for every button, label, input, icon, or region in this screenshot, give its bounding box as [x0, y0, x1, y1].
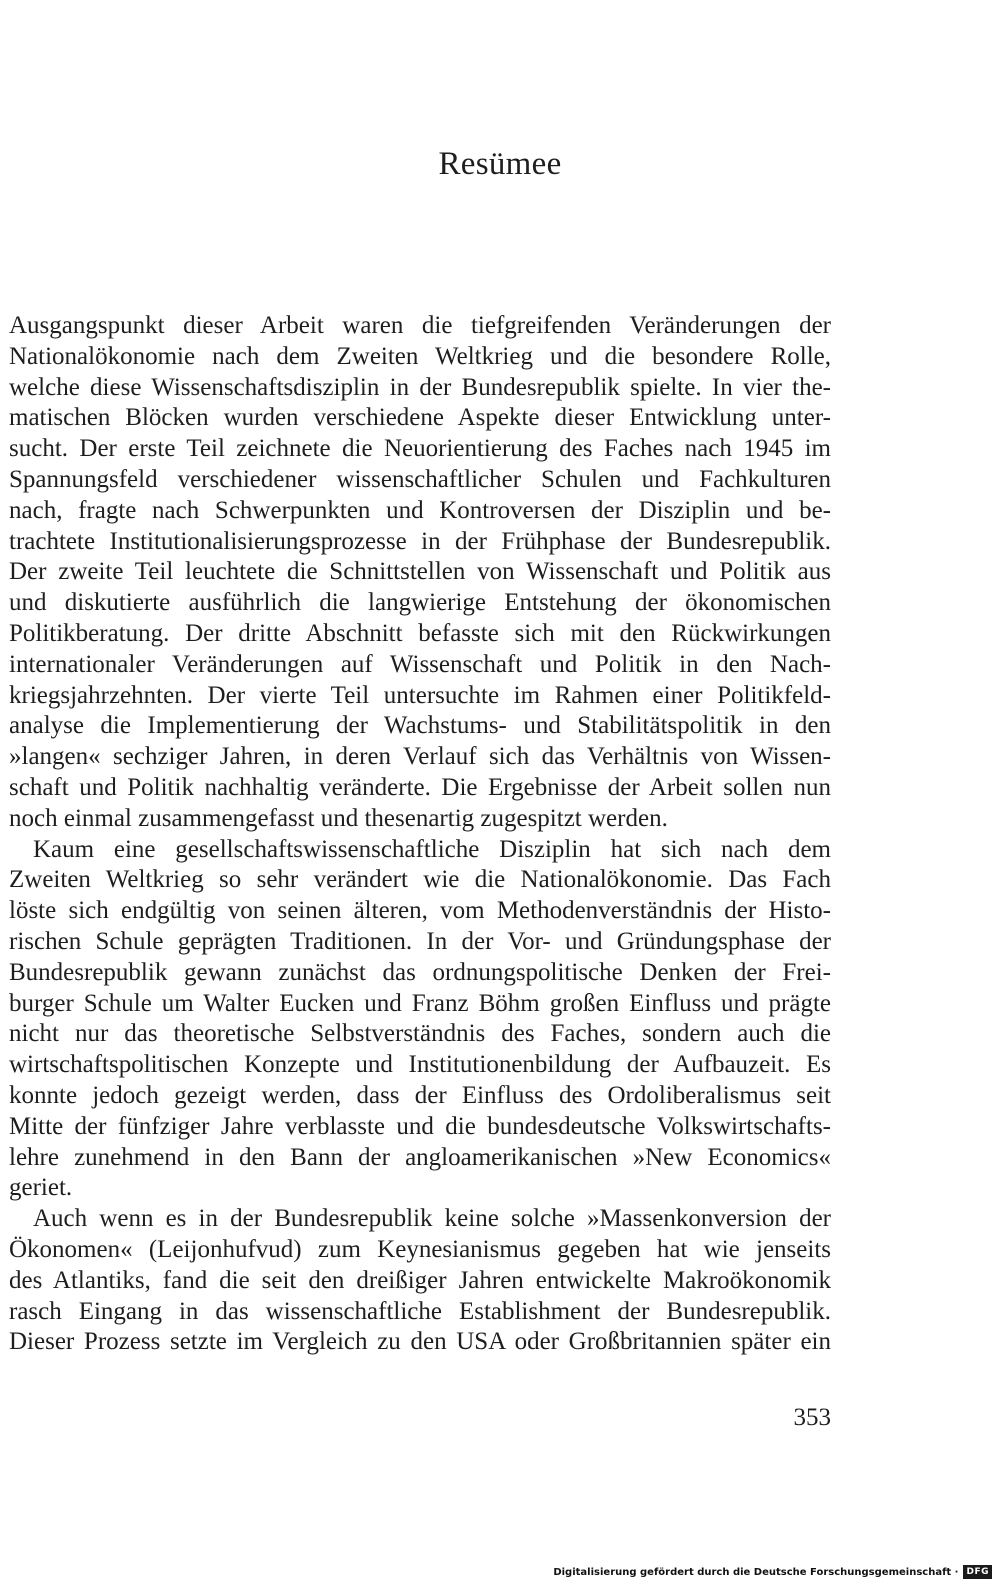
text-line: schaft und Politik nachhaltig veränderte. Die Ergebnisse der Arbeit sollen nun: [9, 773, 831, 801]
digitization-footer: [553, 1562, 992, 1582]
text-line: Auch wenn es in der Bundesrepublik keine solche »Massenkonversion der: [33, 1205, 831, 1233]
text-line: Bundesrepublik gewann zunächst das ordnungspolitische Denken der Frei-: [9, 958, 831, 986]
paragraph: [9, 1204, 831, 1358]
text-line: Ökonomen« (Leijonhufvud) zum Keynesianismus gegeben hat wie jenseits: [9, 1235, 831, 1263]
text-line: »langen« sechziger Jahren, in deren Verlauf sich das Verhältnis von Wissen-: [9, 743, 831, 771]
text-line: Zweiten Weltkrieg so sehr verändert wie die Nationalökonomie. Das Fach: [9, 866, 831, 894]
text-line: Mitte der fünfziger Jahre verblasste und die bundesdeutsche Volkswirtschafts-: [9, 1112, 831, 1140]
text-line: internationaler Veränderungen auf Wissenschaft und Politik in den Nach-: [9, 650, 831, 678]
dfg-logo: DFG: [963, 1565, 992, 1579]
funding-notice: Digitalisierung gefördert durch die Deutsche Forschungsgemeinschaft ·: [553, 1566, 959, 1578]
body-text: [9, 311, 831, 1358]
text-line: Der zweite Teil leuchtete die Schnittstellen von Wissenschaft und Politik aus: [9, 558, 831, 586]
text-line: geriet.: [9, 1174, 73, 1202]
text-line: trachtete Institutionalisierungsprozesse in der Frühphase der Bundesrepublik.: [9, 527, 831, 555]
text-line: welche diese Wissenschaftsdisziplin in der Bundesrepublik spielte. In vier the-: [9, 373, 831, 401]
text-line: nicht nur das theoretische Selbstverständnis des Faches, sondern auch die: [9, 1020, 831, 1048]
text-line: löste sich endgültig von seinen älteren, vom Methodenverständnis der Histo-: [9, 897, 831, 925]
text-line: Ausgangspunkt dieser Arbeit waren die tiefgreifenden Veränderungen der: [9, 312, 831, 339]
text-line: analyse die Implementierung der Wachstums- und Stabilitätspolitik in den: [9, 712, 831, 740]
text-line: nach, fragte nach Schwerpunkten und Kontroversen der Disziplin und be-: [9, 496, 831, 524]
text-line: Spannungsfeld verschiedener wissenschaftlicher Schulen und Fachkulturen: [9, 465, 831, 493]
text-line: rischen Schule geprägten Traditionen. In der Vor- und Gründungsphase der: [9, 927, 831, 955]
page-number: 353: [793, 1404, 831, 1431]
paragraph: [9, 835, 831, 1205]
text-line: matischen Blöcken wurden verschiedene Aspekte dieser Entwicklung unter-: [9, 404, 831, 432]
text-line: Nationalökonomie nach dem Zweiten Weltkrieg und die besondere Rolle,: [9, 342, 831, 370]
text-line: sucht. Der erste Teil zeichnete die Neuorientierung des Faches nach 1945 im: [9, 435, 831, 463]
text-line: konnte jedoch gezeigt werden, dass der Einfluss des Ordoliberalismus seit: [9, 1081, 831, 1109]
chapter-title: Resümee: [438, 146, 562, 182]
text-line: Dieser Prozess setzte im Vergleich zu den USA oder Großbritannien später ein: [9, 1328, 831, 1356]
text-line: rasch Eingang in das wissenschaftliche Establishment der Bundesrepublik.: [9, 1297, 831, 1325]
text-line: Politikberatung. Der dritte Abschnitt befasste sich mit den Rückwirkungen: [9, 619, 831, 647]
text-line: kriegsjahrzehnten. Der vierte Teil untersuchte im Rahmen einer Politikfeld-: [9, 681, 831, 709]
paragraph: [9, 311, 831, 835]
text-line: Kaum eine gesellschaftswissenschaftliche Disziplin hat sich nach dem: [33, 835, 831, 863]
text-line: noch einmal zusammengefasst und thesenartig zugespitzt werden.: [9, 804, 668, 832]
text-line: burger Schule um Walter Eucken und Franz Böhm großen Einfluss und prägte: [9, 989, 831, 1017]
text-line: und diskutierte ausführlich die langwierige Entstehung der ökonomischen: [9, 589, 831, 617]
text-line: lehre zunehmend in den Bann der angloamerikanischen »New Economics«: [9, 1143, 831, 1171]
text-line: wirtschaftspolitischen Konzepte und Institutionenbildung der Aufbauzeit. Es: [9, 1051, 831, 1079]
text-line: des Atlantiks, fand die seit den dreißiger Jahren entwickelte Makroökonomik: [9, 1266, 831, 1294]
